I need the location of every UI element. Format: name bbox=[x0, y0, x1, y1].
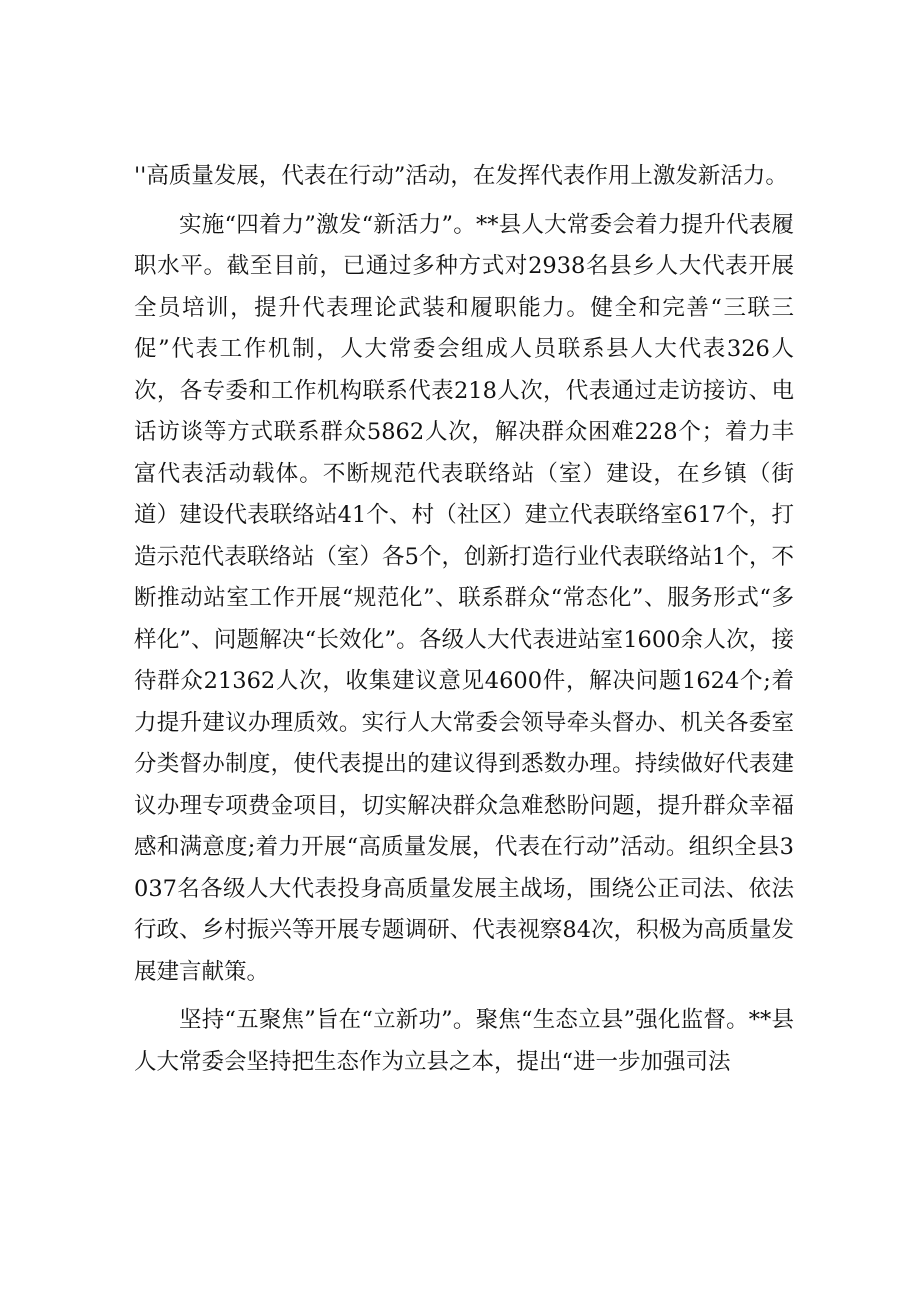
paragraph-four-focus: 实施“四着力”激发“新活力”。**县人大常委会着力提升代表履职水平。截至目前，已通过多种方式对2938名县乡人大代表开展全员培训，提升代表理论武装和履职能力。健全和完善“三联三促”代表工作机制，人大常委会组成人员联系县人大代表326人次，各专委和工作机构联系代表218人次，代表通过走访接访、电话访谈等方式联系群众5862人次，解决群众困难228个；着力丰富代表活动载体。不断规范代表联络站（室）建设，在乡镇（街道）建设代表联络站41个、村（社区）建立代表联络室617个，打造示范代表联络站（室）各5个，创新打造行业代表联络站1个，不断推动站室工作开展“规范化”、联系群众“常态化”、服务形式“多样化”、问题解决“长效化”。各级人大代表进站室1600余人次，接待群众21362人次，收集建议意见4600件，解决问题1624个;着力提升建议办理质效。实行人大常委会领导牵头督办、机关各委室分类督办制度，使代表提出的建议得到悉数办理。持续做好代表建议办理专项费金项目，切实解决群众急难愁盼问题，提升群众幸福感和满意度;着力开展“高质量发展，代表在行动”活动。组织全县3037名各级人大代表投身高质量发展主战场，围绕公正司法、依法行政、乡村振兴等开展专题调研、代表视察84次，积极为高质量发展建言献策。 bbox=[134, 211, 794, 985]
paragraph-five-focus: 坚持“五聚焦”旨在“立新功”。聚焦“生态立县”强化监督。**县人大常委会坚持把生态作为立县之本，提出“进一步加强司法 bbox=[134, 1007, 794, 1075]
paragraph-continuation: ''高质量发展，代表在行动”活动，在发挥代表作用上激发新活力。 bbox=[134, 163, 788, 189]
document-body bbox=[134, 156, 794, 1090]
